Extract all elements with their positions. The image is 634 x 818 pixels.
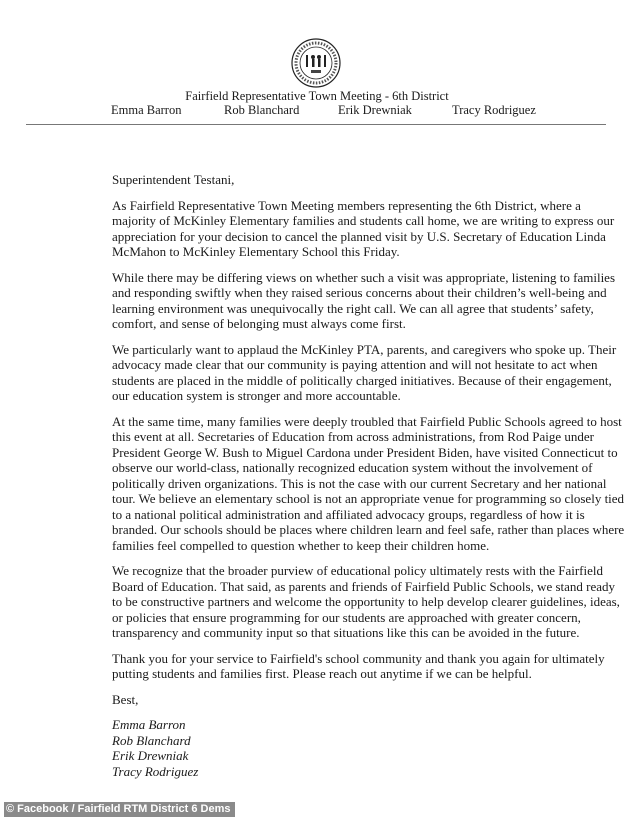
member-name: Emma Barron bbox=[111, 103, 182, 117]
paragraph: While there may be differing views on whether such a visit was appropriate, listening to families and responding swiftly when they raised serious concerns about their children’s well-being and learning environment was unequivocally the right call. We can all agree that students’ safety, comfort, and sense of belonging must always come first. bbox=[112, 269, 616, 331]
signatory: Rob Blanchard bbox=[112, 732, 191, 748]
letter-body bbox=[112, 172, 628, 779]
paragraph: We particularly want to applaud the McKinley PTA, parents, and caregivers who spoke up. Their advocacy made clear that our community is paying attention and will not hesitate to act when students are placed in the middle of politically charged initiatives. Because of their engagement, our education system is stronger and more accountable. bbox=[112, 341, 617, 403]
closing: Best, bbox=[112, 691, 139, 707]
town-seal-logo bbox=[291, 38, 341, 88]
signatory: Emma Barron bbox=[112, 717, 186, 732]
header-divider bbox=[26, 124, 606, 125]
signatures bbox=[112, 717, 628, 779]
member-name: Tracy Rodriguez bbox=[452, 103, 536, 117]
signatory: Erik Drewniak bbox=[112, 748, 189, 763]
organization-title: Fairfield Representative Town Meeting - 6th District bbox=[185, 89, 449, 103]
paragraph: As Fairfield Representative Town Meeting members representing the 6th District, where a majority of McKinley Elementary families and students call home, we are writing to express our appreciation for your decision to cancel the planned visit by U.S. Secretary of Education Linda McMahon to McKinley Elementary School this Friday. bbox=[112, 197, 615, 259]
signatory: Tracy Rodriguez bbox=[112, 763, 199, 779]
paragraph: We recognize that the broader purview of educational policy ultimately rests with the Fairfield Board of Education. That said, as parents and friends of Fairfield Public Schools, we stand ready to be constructive partners and welcome the opportunity to help develop clearer guidelines, ideas, or policies that ensure programming for our students are approached with greater concern, transparency and community input so that situations like this can be avoided in the future. bbox=[112, 563, 620, 640]
member-name: Erik Drewniak bbox=[338, 103, 412, 117]
image-credit: © Facebook / Fairfield RTM District 6 Dems bbox=[4, 802, 235, 817]
member-name: Rob Blanchard bbox=[224, 103, 300, 117]
paragraph: Thank you for your service to Fairfield's school community and thank you again for ultimately putting students and families first. Please reach out anytime if we can be helpful. bbox=[112, 650, 605, 681]
paragraph: At the same time, many families were deeply troubled that Fairfield Public Schools agreed to host this event at all. Secretaries of Education from across administrations, from Rod Paige under President George W. Bush to Miguel Cardona under President Biden, have visited Connecticut to observe our world-class, nationally recognized education system without the involvement of politically driven organizations. This is not the case with our current Secretary and her national tour. We believe an elementary school is not an appropriate venue for programming so closely tied to a national political administration and affiliated advocacy groups, regardless of how it is branded. Our schools should be places where children learn and feel safe, rather than places where families feel compelled to question whether to keep their children home. bbox=[112, 413, 625, 553]
salutation: Superintendent Testani, bbox=[112, 172, 235, 187]
